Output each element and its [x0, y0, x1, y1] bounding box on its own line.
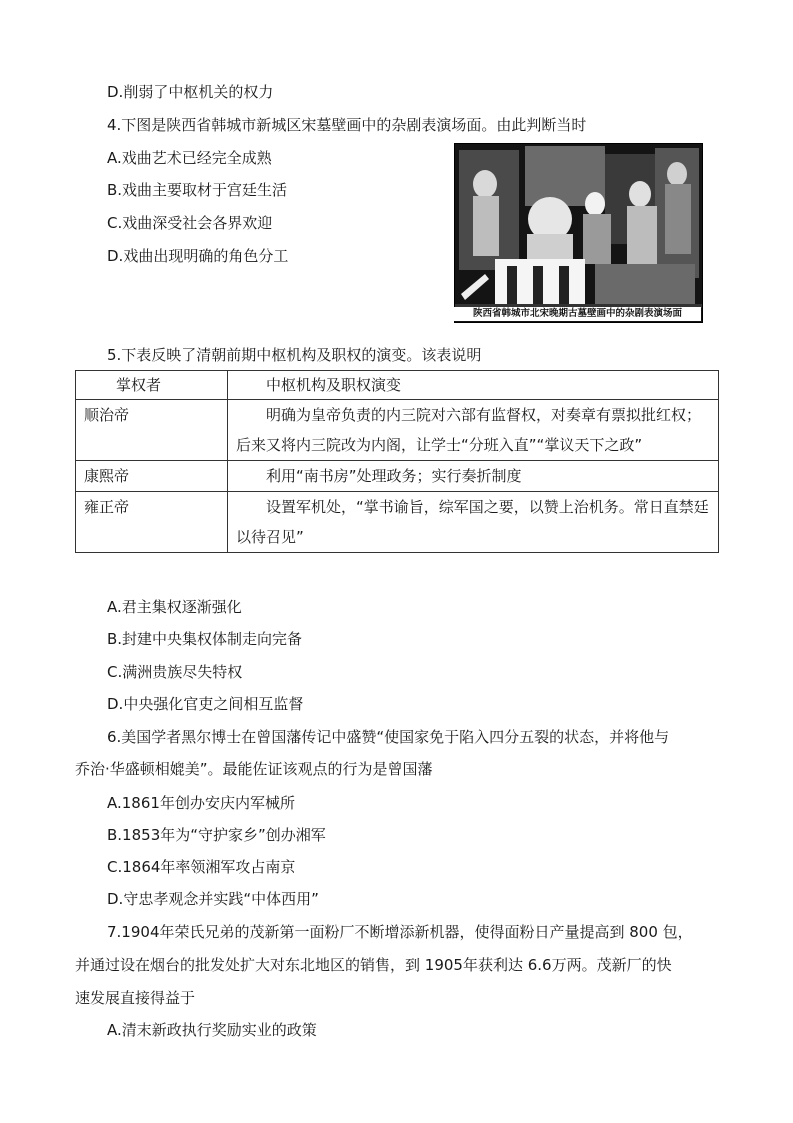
table-cell-evolution: 利用“南书房”处理政务；实行奏折制度: [228, 461, 719, 492]
q4-stem: 4.下图是陕西省韩城市新城区宋墓壁画中的杂剧表演场面。由此判断当时: [107, 116, 587, 134]
q6-option-a: A.1861年创办安庆内军械所: [107, 794, 295, 812]
q5-stem: 5.下表反映了清朝前期中枢机构及职权的演变。该表说明: [107, 346, 482, 364]
q3-option-d: D.削弱了中枢机关的权力: [107, 83, 274, 101]
q6-option-b: B.1853年为“守护家乡”创办湘军: [107, 826, 326, 844]
q6-option-d: D.守忠孝观念并实践“中体西用”: [107, 890, 319, 908]
mural-image: [454, 143, 703, 323]
table-header-row: [76, 371, 719, 400]
q6-stem-line-1: 6.美国学者黑尔博士在曾国藩传记中盛赞“使国家免于陷入四分五裂的状态，并将他与: [107, 728, 670, 746]
table-header-evolution: 中枢机构及职权演变: [228, 371, 719, 400]
q4-option-d: D.戏曲出现明确的角色分工: [107, 247, 289, 265]
central-institutions-table: [75, 370, 719, 553]
table-cell-evolution: 明确为皇帝负责的内三院对六部有监督权，对奏章有票拟批红权；后来又将内三院改为内阁，让学士“分班入直”“掌议天下之政”: [228, 400, 719, 461]
q5-option-a: A.君主集权逐渐强化: [107, 598, 242, 616]
table-cell-ruler: 顺治帝: [76, 400, 228, 461]
q5-option-b: B.封建中央集权体制走向完备: [107, 630, 303, 648]
q5-option-d: D.中央强化官吏之间相互监督: [107, 695, 304, 713]
q4-option-b: B.戏曲主要取材于宫廷生活: [107, 181, 288, 199]
q7-stem-line-2: 并通过设在烟台的批发处扩大对东北地区的销售，到 1905年获利达 6.6万两。茂新厂的快: [75, 956, 672, 974]
q7-stem-line-3: 速发展直接得益于: [75, 989, 196, 1007]
q5-option-c: C.满洲贵族尽失特权: [107, 663, 243, 681]
table-row: [76, 461, 719, 492]
q6-stem-line-2: 乔治·华盛顿相媲美”。最能佐证该观点的行为是曾国藩: [75, 760, 433, 778]
figure-caption: 陕西省韩城市北宋晚期古墓壁画中的杂剧表演场面: [454, 307, 701, 321]
table-header-ruler: 掌权者: [76, 371, 228, 400]
table-cell-evolution: 设置军机处，“掌书谕旨，综军国之要，以赞上治机务。常日直禁廷以待召见”: [228, 492, 719, 553]
table-row: [76, 400, 719, 461]
table-cell-ruler: 康熙帝: [76, 461, 228, 492]
table-row: [76, 492, 719, 553]
q7-option-a: A.清末新政执行奖励实业的政策: [107, 1021, 317, 1039]
q6-option-c: C.1864年率领湘军攻占南京: [107, 858, 296, 876]
q7-stem-line-1: 7.1904年荣氏兄弟的茂新第一面粉厂不断增添新机器，使得面粉日产量提高到 800 包，: [107, 923, 693, 941]
q4-option-c: C.戏曲深受社会各界欢迎: [107, 214, 273, 232]
mural-illustration: [455, 144, 702, 322]
table-cell-ruler: 雍正帝: [76, 492, 228, 553]
q4-option-a: A.戏曲艺术已经完全成熟: [107, 149, 272, 167]
